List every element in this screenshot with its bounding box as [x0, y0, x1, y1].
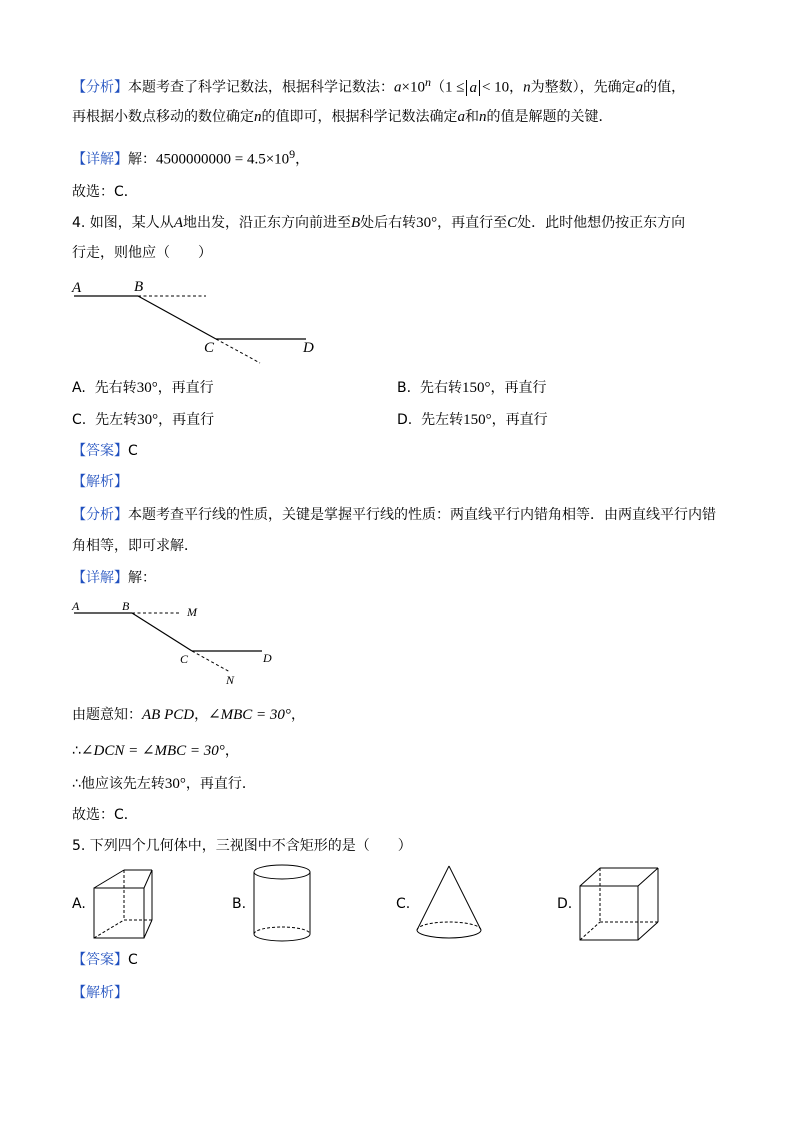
option-text: 先右转 [419, 380, 462, 396]
q4-stem-2: 行走，则他应（ ） [72, 245, 212, 261]
detail-exponent: 9 [289, 147, 296, 161]
q4-stem-text: 处后右转 [360, 215, 417, 231]
detail-text: 解： [128, 151, 156, 168]
cylinder-icon [250, 864, 314, 944]
explain-tag: 【解析】 [72, 985, 128, 1001]
option-text: ，再直行 [491, 412, 548, 428]
detail-text: 解： [128, 570, 156, 586]
option-text: 先左转 [95, 412, 138, 428]
option-text: ，再直行 [158, 412, 215, 428]
option-degree: 30° [137, 412, 159, 428]
detail-tag: 【详解】 [72, 151, 128, 168]
answer-tag: 【答案】 [72, 952, 128, 968]
detail-paragraph-prev [72, 144, 309, 170]
q5-option-c-label[interactable]: C. [396, 896, 411, 912]
formula-cond: 1 ≤ [444, 79, 465, 96]
detail-tag: 【详解】 [72, 570, 128, 586]
q4-solution-1 [72, 705, 305, 725]
q4-point-c: C [507, 215, 518, 231]
fig2-label-n: N [226, 673, 235, 687]
analysis-tag: 【分析】 [72, 507, 128, 523]
option-letter: B. [397, 380, 412, 396]
q4-point-a: A [173, 215, 183, 231]
q5-answer [72, 950, 138, 970]
q4-answer [72, 441, 138, 461]
formula-abs-a: a [466, 80, 480, 96]
formula-a: a [457, 109, 465, 125]
solution-text: ∴ [72, 743, 81, 759]
answer-value: C [128, 952, 138, 968]
analysis-text: 本题考查平行线的性质，关键是掌握平行线的性质：两直线平行内错角相等．由两直线平行内错 [128, 507, 716, 523]
q4-option-d[interactable] [397, 410, 548, 430]
choose-prev: 故选：C． [72, 184, 138, 200]
formula-n: n [523, 79, 531, 96]
explain-tag: 【解析】 [72, 474, 128, 490]
option-degree: 30° [136, 380, 158, 396]
analysis-text: 和 [465, 109, 479, 125]
formula-a: a [635, 79, 644, 96]
answer-value: C [128, 443, 138, 459]
option-text: 先左转 [421, 412, 464, 428]
fig1-label-d: D [303, 340, 314, 356]
analysis-text: 的值即可，根据科学记数法确定 [261, 109, 458, 125]
solution-angle: ∠MBC = 30° [208, 707, 291, 723]
q4-analysis-2: 角相等，即可求解． [72, 538, 198, 554]
q4-stem-text: ，再直行至 [437, 215, 508, 231]
q5-option-a-label[interactable]: A. [72, 896, 86, 912]
q4-option-b[interactable] [397, 378, 546, 398]
option-degree: 150° [461, 380, 491, 396]
formula-cond-open: （ [430, 79, 445, 96]
formula-exp-n: n [424, 75, 431, 89]
fig1-label-c: C [204, 340, 215, 356]
q5-option-b-label[interactable]: B. [232, 896, 247, 912]
cone-icon [414, 864, 484, 944]
formula-a: a [394, 79, 402, 96]
option-letter: D. [397, 412, 413, 428]
analysis-text: 为整数），先确定 [530, 79, 636, 96]
option-text: ，再直行 [490, 380, 547, 396]
q4-stem-text: 地出发，沿正东方向前进至 [182, 215, 351, 231]
fig1-label-b: B [134, 279, 144, 295]
q4-explain-tag [72, 472, 128, 492]
solution-text: ，再直行． [185, 776, 256, 792]
q4-figure-1 [70, 276, 330, 368]
q4-option-c[interactable] [72, 410, 214, 430]
q4-stem-text: 处．此时他想仍按正东方向 [517, 215, 686, 231]
formula-n: n [254, 109, 262, 125]
q4-angle: 30° [416, 215, 438, 231]
q4-detail [72, 568, 156, 588]
option-letter: A. [72, 380, 86, 396]
q4-stem-text: 4. 如图，某人从 [72, 215, 174, 231]
q4-analysis [72, 505, 716, 525]
detail-text: ， [295, 151, 310, 168]
formula-n: n [479, 109, 487, 125]
q4-option-a[interactable] [72, 378, 214, 398]
q5-option-d-label[interactable]: D. [557, 896, 573, 912]
option-text: 先右转 [94, 380, 137, 396]
q4-point-b: B [350, 215, 361, 231]
solution-text: ， [290, 707, 305, 723]
solution-degree: 30° [164, 776, 186, 792]
analysis-text: 再根据小数点移动的数位确定 [72, 109, 254, 125]
analysis-text: 的值是解题的关键． [486, 109, 613, 125]
fig2-label-m: M [187, 605, 197, 619]
q5-explain-tag [72, 983, 128, 1003]
solution-text: ， [224, 743, 239, 759]
q5-stem: 5. 下列四个几何体中，三视图中不含矩形的是（ ） [72, 838, 412, 854]
option-letter: C. [72, 412, 87, 428]
solution-parallel: AB PCD [142, 707, 195, 723]
analysis-tag: 【分析】 [72, 79, 128, 96]
fig2-label-b: B [122, 599, 130, 613]
fig2-label-d: D [263, 651, 272, 665]
solution-angle-eq: ∠DCN = ∠MBC = 30° [80, 743, 225, 759]
analysis-paragraph-prev [72, 72, 685, 98]
option-text: ，再直行 [157, 380, 214, 396]
formula-cond: < 10 [481, 79, 510, 96]
fig2-label-a: A [72, 599, 80, 613]
fig2-label-c: C [180, 652, 189, 666]
analysis-paragraph-prev-2 [72, 107, 613, 127]
analysis-text: 的值， [643, 79, 686, 96]
formula-comma: ， [509, 79, 524, 96]
triangular-prism-icon [88, 868, 154, 940]
q4-solution-3 [72, 774, 256, 794]
solution-text: ∴他应该先左转 [72, 776, 165, 792]
q4-figure-2 [70, 596, 290, 688]
option-degree: 150° [463, 412, 492, 428]
cube-icon [578, 866, 662, 944]
fig1-label-a: A [72, 280, 82, 296]
solution-text: ， [194, 707, 209, 723]
q4-solution-2 [72, 741, 239, 761]
answer-tag: 【答案】 [72, 443, 128, 459]
q4-choose: 故选：C． [72, 807, 138, 823]
formula-times: ×10 [401, 79, 425, 96]
solution-text: 由题意知： [72, 707, 142, 723]
analysis-text: 本题考查了科学记数法，根据科学记数法： [128, 79, 394, 96]
detail-equation: 4500000000 = 4.5×10 [156, 151, 290, 168]
q4-stem [72, 213, 685, 233]
